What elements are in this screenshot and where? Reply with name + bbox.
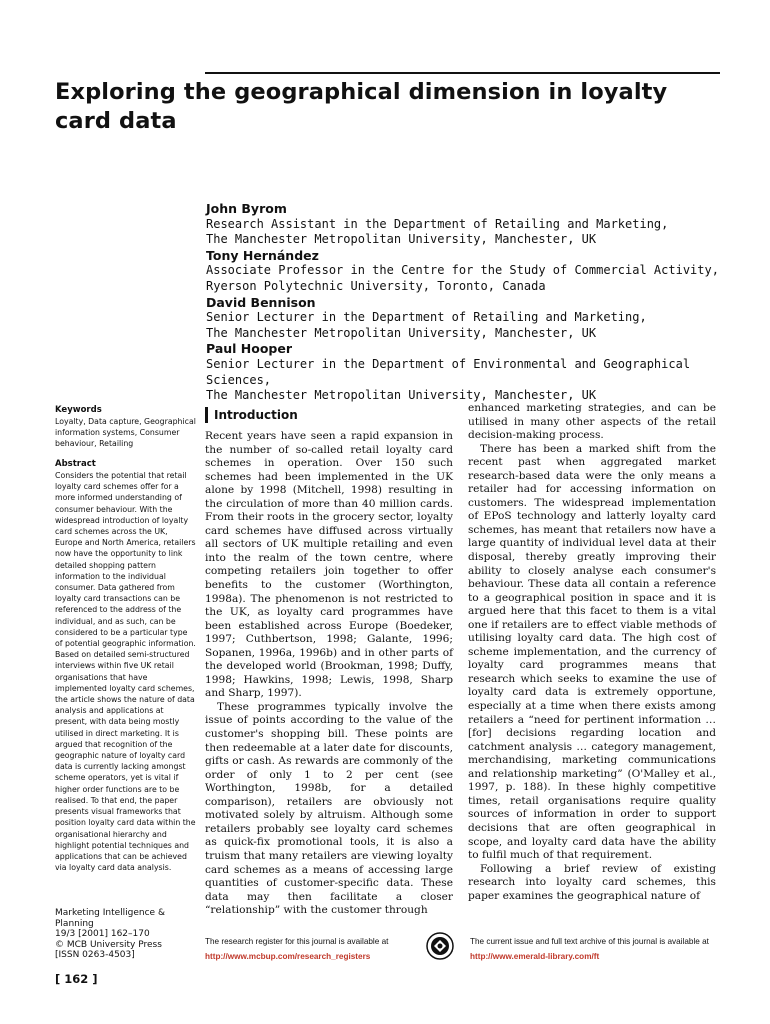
journal-info bbox=[55, 908, 197, 961]
body-paragraph: enhanced marketing strategies, and can be utilised in many other aspects of the retail decision-making process. bbox=[468, 402, 716, 442]
article-title: Exploring the geographical dimension in loyalty card data bbox=[55, 79, 668, 134]
author-name: Paul Hooper bbox=[206, 341, 293, 357]
author-name: David Bennison bbox=[206, 294, 316, 310]
author-block bbox=[206, 341, 726, 403]
keywords-heading: Keywords bbox=[55, 405, 102, 415]
author-affiliation: Senior Lecturer in the Department of Environmental and Geographical Sciences, The Manchester Metropolitan University, Manchester, UK bbox=[206, 356, 691, 403]
journal-issn: [ISSN 0263-4503] bbox=[55, 950, 135, 961]
keywords-text: Loyalty, Data capture, Geographical information systems, Consumer behaviour, Retailing bbox=[55, 417, 196, 449]
title-rule bbox=[205, 72, 720, 74]
author-affiliation: Associate Professor in the Centre for the Study of Commercial Activity, Ryerson Polytechnic University, Toronto, Canada bbox=[206, 263, 719, 293]
journal-name: Marketing Intelligence & Planning bbox=[55, 908, 165, 929]
footer-research-register bbox=[205, 934, 415, 964]
body-paragraph: Following a brief review of existing research into loyalty card schemes, this paper examines the geographical nature of bbox=[468, 862, 716, 902]
page-number: [ 162 ] bbox=[55, 972, 98, 986]
body-paragraph: These programmes typically involve the issue of points according to the value of the customer's shopping bill. These points are then redeemable at a later date for discounts, gifts or cash. As rewards are commonly of the order of only 1 to 2 per cent (see Worthington, 1998b, for a detailed comparison), retailers are obviously not motivated solely by altruism. Although some retailers probably see loyalty card schemes as quick-fix promotional tools, it is also a truism that many retailers are viewing loyalty card schemes as a means of accessing large quantities of customer-specific data. These data may then facilitate a closer “relationship” with the customer through bbox=[205, 700, 453, 917]
author-affiliation: Research Assistant in the Department of Retailing and Marketing, The Manchester Metropolitan University, Manchester, UK bbox=[206, 216, 669, 247]
author-name: John Byrom bbox=[206, 201, 287, 216]
author-list bbox=[206, 201, 726, 404]
footer-archive bbox=[470, 934, 730, 964]
section-marker bbox=[205, 407, 208, 423]
keywords-block bbox=[55, 405, 197, 450]
body-paragraph: There has been a marked shift from the recent past when aggregated market research-based data were the only means a retailer had for accessing information on customers. The widespread implementation of EPoS technology and latterly loyalty card schemes, has meant that retailers now have a large quantity of individual level data at their disposal, thereby greatly improving their ability to closely analyse each consumer's behaviour. These data all contain a reference to a geographical position in space and it is argued here that this facet to them is a vital one if retailers are to effect viable methods of utilising loyalty card data. The high cost of scheme implementation, and the currency of loyalty card programmes means that research which seeks to examine the use of loyalty card data is extremely opportune, especially at a time when there exists among retailers a “need for pertinent information … [for] decisions regarding location and catchment analysis … category management, merchandising, marketing communications and relationship marketing” (O'Malley et al., 1997, p. 188). In these highly competitive times, retail organisations require quality sources of information in order to support decisions that are often geographical in scope, and loyalty card data have the ability to fulfil much of that requirement. bbox=[468, 442, 716, 862]
body-paragraph: Recent years have seen a rapid expansion in the number of so-called retail loyalty card schemes in operation. Over 150 such schemes had been implemented in the UK alone by 1998 (Mitchell, 1998) resulting in the circulation of more than 40 million cards. From their roots in the grocery sector, loyalty card schemes have diffused across virtually all sectors of UK multiple retailing and even into the realm of the town centre, where competing retailers join together to offer benefits to the customer (Worthington, 1998a). The phenomenon is not restricted to the UK, as loyalty card programmes have been established across Europe (Boedeker, 1997; Cuthbertson, 1998; Galante, 1996; Sopanen, 1996a, 1996b) and in other parts of the developed world (Brookman, 1998; Duffy, 1998; Hawkins, 1998; Lewis, 1998, Sharp and Sharp, 1997). bbox=[205, 430, 453, 700]
journal-publisher: © MCB University Press bbox=[55, 939, 162, 950]
section-heading-label: Introduction bbox=[214, 408, 298, 422]
author-block bbox=[206, 295, 726, 342]
journal-issue: 19/3 [2001] 162–170 bbox=[55, 929, 150, 940]
footer-text: The current issue and full text archive of this journal is available at bbox=[470, 937, 709, 946]
body-column-right bbox=[468, 402, 716, 903]
author-affiliation: Senior Lecturer in the Department of Retailing and Marketing, The Manchester Metropolitan University, Manchester, UK bbox=[206, 310, 647, 340]
abstract-text: Considers the potential that retail loyalty card schemes offer for a more informed understanding of consumer behaviour. With the widespread introduction of loyalty card schemes across the UK, Europe and North America, retailers now have the opportunity to link detailed shopping pattern information to the individual consumer. Data gathered from loyalty card transactions can be referenced to the address of the individual, and as such, can be considered to be a particular type of potential geographic information. Based on detailed semi-structured interviews within five UK retail organisations that have implemented loyalty card schemes, the article shows the nature of data analysis and applications at present, with data being mostly utilised in direct marketing. It is argued that recognition of the geographic nature of loyalty card data is currently lacking amongst scheme operators, yet is vital if higher order functions are to be realised. To that end, the paper presents visual frameworks that position loyalty card data within the organisational hierarchy and highlight potential techniques and applications that can be achieved via loyalty card data analysis. bbox=[55, 471, 196, 873]
body-column-left bbox=[205, 430, 453, 918]
publisher-logo-icon bbox=[425, 931, 455, 961]
footer-text: The research register for this journal is available at bbox=[205, 937, 389, 946]
author-block bbox=[206, 248, 726, 295]
archive-link[interactable]: http://www.emerald-library.com/ft bbox=[470, 952, 600, 961]
research-register-link[interactable]: http://www.mcbup.com/research_registers bbox=[205, 952, 371, 961]
abstract-block bbox=[55, 459, 197, 873]
abstract-heading: Abstract bbox=[55, 459, 96, 469]
author-block bbox=[206, 201, 726, 248]
section-heading bbox=[205, 405, 453, 427]
author-name: Tony Hernández bbox=[206, 247, 319, 263]
